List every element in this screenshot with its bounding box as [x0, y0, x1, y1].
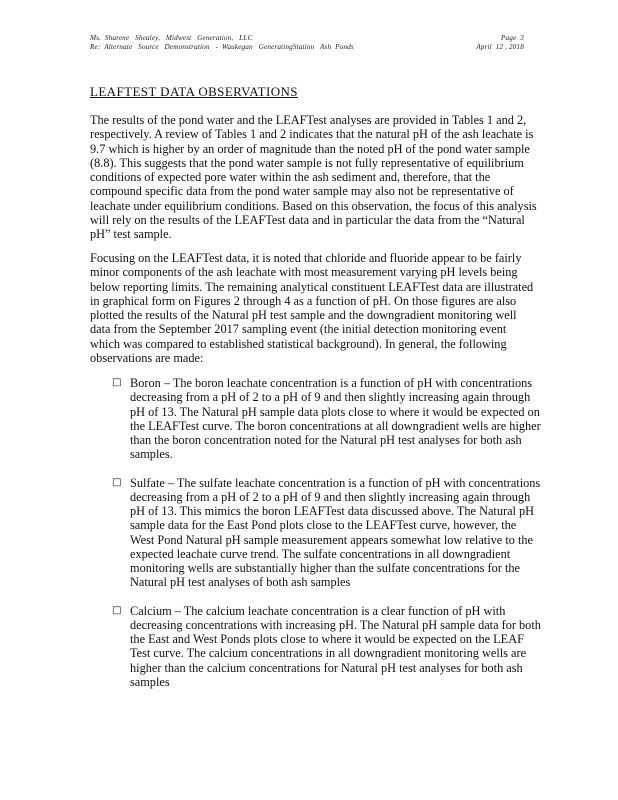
section-title: LEAFTEST DATA OBSERVATIONS [90, 84, 298, 99]
letter-header-left [90, 34, 354, 52]
paragraph-results-overview: The results of the pond water and the LEAFTest analyses are provided in Tables 1 and 2, respectively. A review of Tables 1 and 2 indicates that the natural pH of the ash leachate is 9.7 which is higher by an order of magnitude than the noted pH of the pond water sample (8.8). This suggests that the pond water sample is not fully representative of equilibrium conditions of expected pore water within the ash sediment and, therefore, that the compound specific data from the pond water sample may also not be representative of leachate under equilibrium conditions. Based on this observation, the focus of this analysis will rely on the results of the LEAFTest data and in particular the data from the “Natural pH” test sample. [90, 113, 537, 241]
observation-boron [112, 376, 542, 462]
observation-sulfate [112, 476, 542, 590]
observation-label: Sulfate [130, 475, 165, 490]
observation-text: – The calcium leachate concentration is a clear function of pH with decreasing concentrations with increasing pH. The Natural pH sample data for both the East and West Ponds plots close to where it would be expected on the LEAF Test curve. The calcium concentrations in all downgradient monitoring wells are higher than the calcium concentrations for Natural pH test analyses for both ash samples [130, 603, 541, 689]
checkbox-bullet-icon: □ [112, 476, 122, 488]
checkbox-bullet-icon: □ [112, 604, 122, 616]
header-page-number: Page 3 [500, 34, 524, 42]
observation-label: Calcium [130, 603, 172, 618]
header-date: April 12 , 2018 [476, 43, 524, 51]
header-subject: Re: Alternate Source Demonstration - Waukegan GeneratingStation Ash Ponds [90, 43, 354, 51]
observation-text: – The boron leachate concentration is a function of pH with concentrations decreasing from a pH of 2 to a pH of 9 and then slightly increasing again through pH of 13. The Natural pH sample data plots close to where it would be expected on the LEAFTest curve. The boron concentrations at all downgradient wells are higher than the boron concentration noted for the Natural pH test analyses for both ash samples. [130, 376, 541, 462]
observation-label: Boron [130, 376, 161, 390]
observation-text: – The sulfate leachate concentration is a function of pH with concentrations decreasing from a pH of 2 to a pH of 9 and then slightly increasing again through pH of 13. This mimics the boron LEAFTest data discussed above. The Natural pH sample data for the East Pond plots close to the LEAFTest curve, however, the West Pond Natural pH sample measurement appears somewhat low relative to the expected leachate curve trend. The sulfate concentrations in all downgradient monitoring wells are substantially higher than the sulfate concentrations for the Natural pH test analyses of both ash samples [130, 475, 541, 590]
observation-calcium [112, 604, 542, 690]
observations-list [112, 376, 542, 703]
checkbox-bullet-icon: □ [112, 377, 122, 388]
header-recipient: Ms. Sharene Shealey, Midwest Generation, LLC [90, 34, 253, 42]
letter-header-right [476, 34, 524, 52]
paragraph-leaftest-focus: Focusing on the LEAFTest data, it is noted that chloride and fluoride appear to be fairly minor components of the ash leachate with most measurement varying pH levels being below reporting limits. The remaining analytical constituent LEAFTest data are illustrated in graphical form on Figures 2 through 4 as a function of pH. On those figures are also plotted the results of the Natural pH test sample and the downgradient monitoring well data from the September 2017 sampling event (the initial detection monitoring event which was compared to established statistical background). In general, the following observations are made: [90, 251, 534, 365]
